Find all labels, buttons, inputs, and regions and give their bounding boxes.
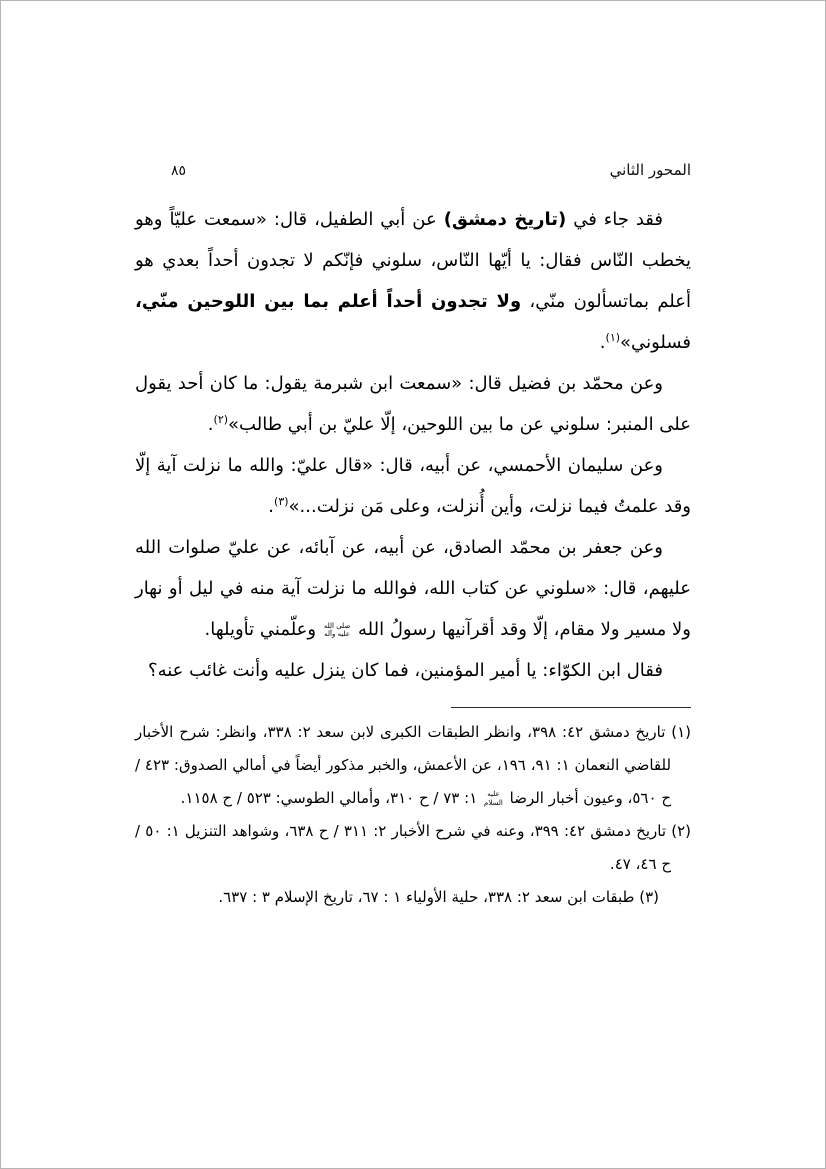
footnote-ref-2: (٢) xyxy=(213,413,229,426)
page-number: ٨٥ xyxy=(171,163,187,179)
honorific-line: السلام xyxy=(484,798,503,807)
footnote-text: (٢) تاريخ دمشق ٤٢: ٣٩٩، وعنه في شرح الأخبار ٢: ٣١١ / ح ٦٣٨، وشواهد التنزيل ١: ٥٠ / ح ٤٦، ٤٧. xyxy=(135,822,691,873)
body-text xyxy=(135,199,691,691)
footnote-text: ١: ٧٣ / ح ٣١٠، وأمالي الطوسي: ٥٢٣ / ح ١١٥٨. xyxy=(180,789,483,807)
body-paragraph-3 xyxy=(135,445,691,527)
prophet-salutation-icon xyxy=(324,622,350,638)
footnote-ref-1: (١) xyxy=(605,331,621,344)
honorific-line: صلى الله xyxy=(323,621,351,630)
paragraph-text: فسلوني» xyxy=(620,332,691,353)
paragraph-text: . xyxy=(268,496,275,517)
paragraph-text: . xyxy=(599,332,606,353)
paragraph-text: فقد جاء في xyxy=(566,209,663,230)
paragraph-text: وعن سليمان الأحمسي، عن أبيه، قال: «قال عليّ: والله ما نزلت آية إلّا وقد علمتُ فيما نزلت، وأين أُنزلت، وعلى مَن نزلت...» xyxy=(135,455,691,517)
body-paragraph-5 xyxy=(135,650,691,691)
footnote-separator xyxy=(451,707,691,708)
footnote-3 xyxy=(135,881,691,914)
footnote-2 xyxy=(135,815,691,881)
paragraph-text: عن أبي الطفيل، قال: «سمعت عليّاً وهو يخطب النّاس فقال: يا أيّها النّاس، سلوني فإنّكم لا تجدون أحداً بعدي هو أعلم بماتسألون منّي، xyxy=(135,209,691,312)
emphasized-text: ولا تجدون أحداً أعلم بما بين اللوحين منّي، xyxy=(135,291,522,312)
running-header xyxy=(135,161,691,179)
footnote-1 xyxy=(135,716,691,815)
book-title-emphasis: (تاريخ دمشق) xyxy=(443,209,567,230)
body-paragraph-1 xyxy=(135,199,691,363)
paragraph-text: وعلّمني تأويلها. xyxy=(204,619,322,640)
footnote-text: (١) تاريخ دمشق ٤٢: ٣٩٨، وانظر الطبقات الكبرى لابن سعد ٢: ٣٣٨، وانظر: شرح الأخبار للقاضي النعمان ١: ٩١، ١٩٦، عن الأعمش، والخبر مذكور أيضاً في أمالي الصدوق: ٤٢٣ / ح ٥٦٠، وعيون أخبار الرضا xyxy=(135,723,692,807)
section-title: المحور الثاني xyxy=(609,161,691,179)
alayhi-salam-icon xyxy=(484,790,503,806)
body-paragraph-2 xyxy=(135,363,691,445)
footnote-text: (٣) طبقات ابن سعد ٢: ٣٣٨، حلية الأولياء ١ : ٦٧، تاريخ الإسلام ٣ : ٦٣٧. xyxy=(218,888,659,906)
page-content xyxy=(135,161,691,914)
honorific-line: عليه وآله xyxy=(324,630,350,638)
paragraph-text: فقال ابن الكوّاء: يا أمير المؤمنين، فما كان ينزل عليه وأنت غائب عنه؟ xyxy=(148,660,663,681)
body-paragraph-4 xyxy=(135,527,691,650)
paragraph-text: وعن جعفر بن محمّد الصادق، عن أبيه، عن آبائه، عن عليّ صلوات الله عليهم، قال: «سلوني عن كتاب الله، فوالله ما نزلت آية منه في ليل أو نهار ولا مسير ولا مقام، إلّا وقد أقرآنيها رسولُ الله xyxy=(135,537,691,640)
footnote-ref-3: (٣) xyxy=(274,495,289,508)
honorific-line: عليه xyxy=(487,790,500,799)
paragraph-text: . xyxy=(207,414,214,435)
paragraph-text: وعن محمّد بن فضيل قال: «سمعت ابن شبرمة يقول: ما كان أحد يقول على المنبر: سلوني عن ما بين اللوحين، إلّا عليّ بن أبي طالب» xyxy=(135,373,691,435)
footnotes-section xyxy=(135,716,691,914)
